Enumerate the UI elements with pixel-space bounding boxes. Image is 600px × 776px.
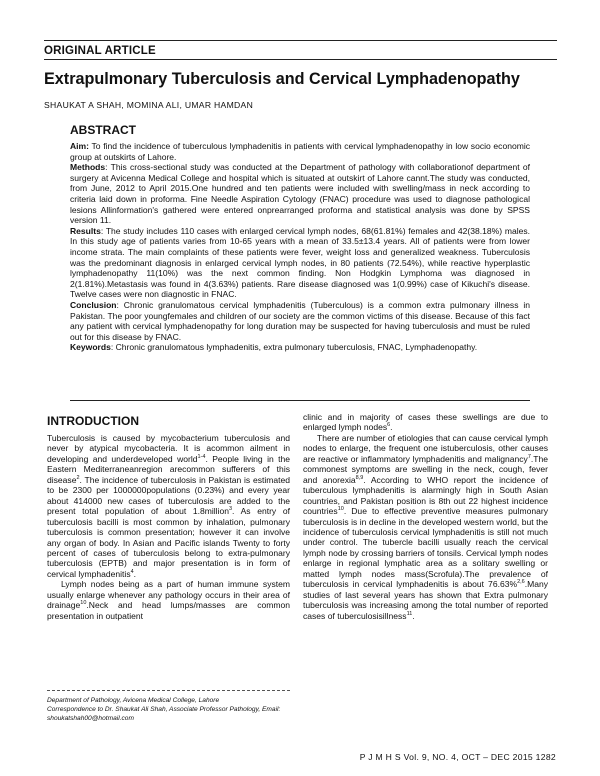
results-text: : The study includes 110 cases with enlarged cervical lymph nodes, 68(61.81%) females and 42(38.18%) males. In this study age of patients varies from 10-65 years with a mean of 33.5±13.4 years. All of patients were from lower income strata. The main complaints of these patients were fever, weight loss and generalized weakness. Tuberculosis was the predominant diagnosis in enlarged cervical lymph nodes, in 80 patients (72.54%), while reactive hyperplastic lymphadenopathy 11(10%) was the next common finding. Non Hodgkin Lymphoma was diagnosed in 2(1.81%).Metastasis was found in 4(3.63%) patients. Rare disease diagnosed was 1(0.99%) case of Kikuchi's disease. Twelve cases were non diagnostic in FNAC. <box>70 225 530 300</box>
p3-text-6: . Due to effective preventive measures pulmonary tuberculosis is in decline in the developed western world, but the incidence of tuberculosis cervical lymphadenitis is still not much under control. The tubercle bacilli usually reach the cervical lymph node by crossing barriers of tonsils. Cervical lymph nodes enlarge in regional lymphatic area as a solitary swelling or matted lymph nodes mass(Scrofula).The prevalence of tuberculosis in cervical lymphadenitis is about 76.63% <box>303 506 548 590</box>
p3-text-10: . <box>412 610 415 621</box>
p1-text-2: . People living in the Eastern Mediterraneanregion arecommon sufferers of this disease <box>47 453 290 485</box>
p3-text-4: . According to WHO report the incidence of tuberculous lymphadenitis is alarmingly high in South Asian countries, and Pakistan position is 8th out 22 highest incidence countries <box>303 474 549 517</box>
top-rule <box>44 40 557 41</box>
p2-text-0: Lymph nodes being as a part of human immune system usually enlarge whenever any pathology occurs in their area of drainage <box>47 579 290 611</box>
p3-text-2: .The commonest symptoms are swelling in the neck, cough, fever and anorexia <box>303 453 548 485</box>
p3-text-8: .Many studies of last several years has shown that Extra pulmonary tuberculosis was increasing among the total number of reported cases of tuberculosisillness <box>303 579 548 621</box>
citation: 6 <box>387 422 391 429</box>
citation: 2,6 <box>517 579 525 586</box>
title-rule <box>44 59 557 60</box>
citation: 7 <box>527 453 531 460</box>
p1-text-8: . <box>133 568 137 579</box>
keywords-label: Keywords <box>70 342 111 353</box>
footnote-correspondence: Correspondence to Dr. Shaukat Ali Shah, Associate Professor Pathology, Email: shoukatshah00@hotmail.com <box>47 706 281 722</box>
methods-text: : This cross-sectional study was conducted at the Department of pathology with collaborationof department of surgery at Avicenna Medical College and hospital which is situated at outskirt of Lahore cannt.The study was conducted, from June, 2012 to April 2015.One hundred and ten patients were included with swelling/mass in neck according to criteria laid down in proforma. Fine Needle Aspiration Cytology (FNAC) procedure was used to diagnose pathological lesions Allinformation's gathered were entered onprearranged proforma and statistical analysis was done by SPSS version 11. <box>70 162 530 226</box>
abstract-rule <box>70 400 530 401</box>
citation: 10 <box>337 506 344 513</box>
abstract-results <box>70 226 530 300</box>
page-footer: P J M H S Vol. 9, NO. 4, OCT – DEC 2015 1282 <box>359 752 556 762</box>
article-title: Extrapulmonary Tuberculosis and Cervical Lymphadenopathy <box>44 70 520 88</box>
abstract-body <box>70 141 530 353</box>
p2-text-2-part-b: clinic and in majority of cases these swellings are due to enlarged lymph nodes <box>303 412 548 433</box>
right-column <box>303 412 548 621</box>
p1-text-6: . As entry of tuberculosis bacilli is most common by inhalation, pulmonary tuberculosis is common presentation; however it can involve any organ of body. In Asian and Pacific islands Twenty to forty percent of cases of tuberculosis belong to extra-pulmonary tuberculosis (EPTB) and major presentation is in form of cervical lymphadenitis <box>47 506 290 579</box>
aim-label: Aim: <box>70 141 89 151</box>
p2-text-2-part-a: .Neck and head lumps/masses are common presentation in outpatient <box>47 600 290 621</box>
conclusion-label: Conclusion <box>70 299 117 310</box>
citation: 8,9 <box>355 474 364 481</box>
citation: 1-4 <box>197 454 206 461</box>
p1-text-0: Tuberculosis is caused by mycobacterium tuberculosis and never by atypical mycobacteria. It is acommon ailment in developing and underdeveloped world <box>47 433 290 464</box>
citation: 10 <box>80 600 87 607</box>
citation: 2 <box>76 474 80 481</box>
left-column <box>47 433 290 621</box>
keywords-text: : Chronic granulomatous lymphadenitis, extra pulmonary tuberculosis, FNAC, Lymphadenopathy. <box>110 342 478 353</box>
section-label: ORIGINAL ARTICLE <box>44 45 156 57</box>
p3-text-0: There are number of etiologies that can cause cervical lymph nodes to enlarge, the frequent one istuberculosis, other causes are reactive or inflammatory lymphadenitis and malignancy <box>303 432 548 464</box>
p1-text-4: . The incidence of tuberculosis in Pakistan is estimated to be 2300 per 1000000populations (0.23%) and every year about 414000 new cases of tuberculosis are added to the present total population of about 1.8million <box>47 474 290 517</box>
p2-text-4: . <box>390 422 393 433</box>
intro-paragraph-2-end <box>303 412 548 433</box>
aim-text: To find the incidence of tuberculous lymphadenitis in patients with cervical lymphadenopathy in low socio economic group at outskirts of Lahore. <box>70 141 530 162</box>
abstract-keywords <box>70 342 530 353</box>
citation: 11 <box>406 610 413 617</box>
author-list: SHAUKAT A SHAH, MOMINA ALI, UMAR HAMDAN <box>44 100 254 110</box>
abstract-heading: ABSTRACT <box>70 123 136 137</box>
intro-paragraph-1 <box>47 433 290 579</box>
intro-paragraph-2-start <box>47 579 290 621</box>
citation: 4 <box>130 569 134 576</box>
abstract-aim <box>70 141 530 162</box>
methods-label: Methods <box>70 162 106 173</box>
intro-paragraph-3 <box>303 433 548 621</box>
conclusion-text: : Chronic granulomatous cervical lymphadenitis (Tuberculous) is a common extra pulmonary illness in Pakistan. The poor youngfemales and children of our society are the common victims of this disease. Because of this fact any patient with cervical lymphadenopathy for long duration may be suspected for having tuberculosis and must be ruled out for this disease by FNAC. <box>70 299 530 342</box>
citation: 3 <box>228 506 233 513</box>
abstract-conclusion <box>70 300 530 342</box>
footnote-affiliation: Department of Pathology, Avicena Medical College, Lahore <box>47 697 220 704</box>
footnote-rule <box>47 690 290 691</box>
introduction-heading: INTRODUCTION <box>47 414 139 428</box>
abstract-methods <box>70 162 530 226</box>
results-label: Results <box>70 225 101 236</box>
footnote <box>47 696 292 723</box>
